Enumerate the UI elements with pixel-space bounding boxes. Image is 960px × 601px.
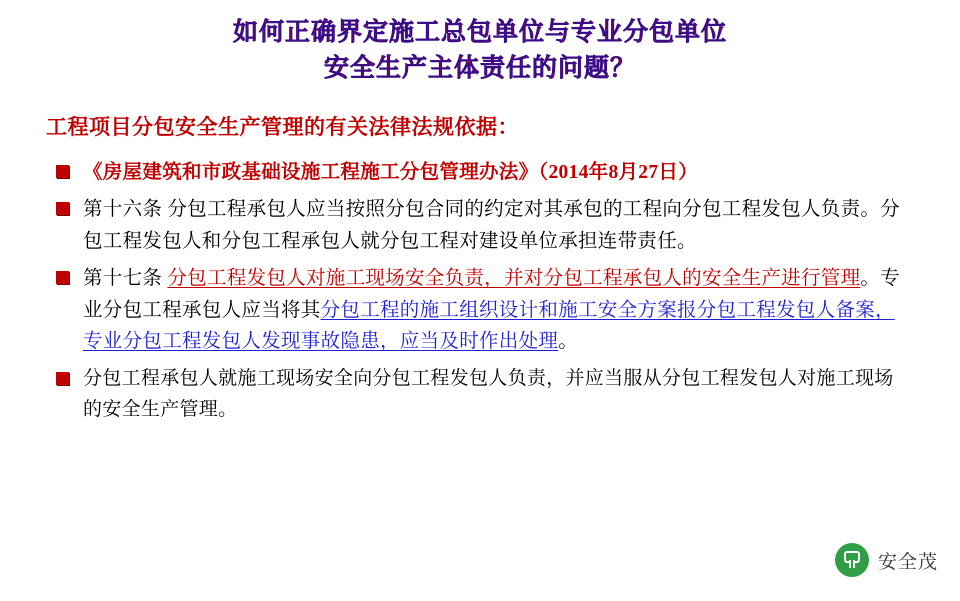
list-item <box>0 261 960 360</box>
title-line-2: 安全生产主体责任的问题？ <box>323 53 636 83</box>
shield-green-icon <box>835 543 869 577</box>
article-17-paragraph-2: 分包工程承包人就施工现场安全向分包工程发包人负责，并应当服从分包工程发包人对施工现场的安全生产管理。 <box>83 367 894 420</box>
square-bullet-icon <box>56 271 69 284</box>
square-bullet-icon <box>56 372 69 385</box>
section-heading: 工程项目分包安全生产管理的有关法律法规依据： <box>46 114 519 139</box>
logo-label: 安全茂 <box>877 550 938 573</box>
article-17-end: 。 <box>558 331 579 353</box>
slide-title <box>0 0 960 87</box>
square-bullet-icon <box>56 165 69 178</box>
list-item-text <box>83 364 900 426</box>
bullet-list <box>0 155 960 428</box>
article-17-middle: 。专业分包工程承包人应当将其 <box>83 268 900 321</box>
watermark-logo <box>835 543 938 577</box>
article-17-label: 第十七条 <box>83 268 168 290</box>
article-17-highlight-blue: 分包工程的施工组织设计和施工安全方案报分包工程发包人备案，专业分包工程发包人发现事故隐患，应当及时作出处理 <box>83 299 895 353</box>
article-17-highlight-red: 分包工程发包人对施工现场安全负责，并对分包工程承包人的安全生产进行管理 <box>167 268 861 290</box>
list-item-text <box>83 157 900 189</box>
list-item-text <box>83 263 900 358</box>
title-line-1: 如何正确界定施工总包单位与专业分包单位 <box>232 17 727 46</box>
list-item <box>0 192 960 259</box>
regulation-title: 《房屋建筑和市政基础设施工程施工分包管理办法》（2014年8月27日） <box>83 161 698 183</box>
square-bullet-icon <box>56 202 69 215</box>
article-16-text: 第十六条 分包工程承包人应当按照分包合同的约定对其承包的工程向分包工程发包人负责。分包工程发包人和分包工程承包人就分包工程对建设单位承担连带责任。 <box>83 199 900 252</box>
list-item <box>0 362 960 428</box>
list-item <box>0 155 960 191</box>
list-item-text <box>83 194 900 257</box>
